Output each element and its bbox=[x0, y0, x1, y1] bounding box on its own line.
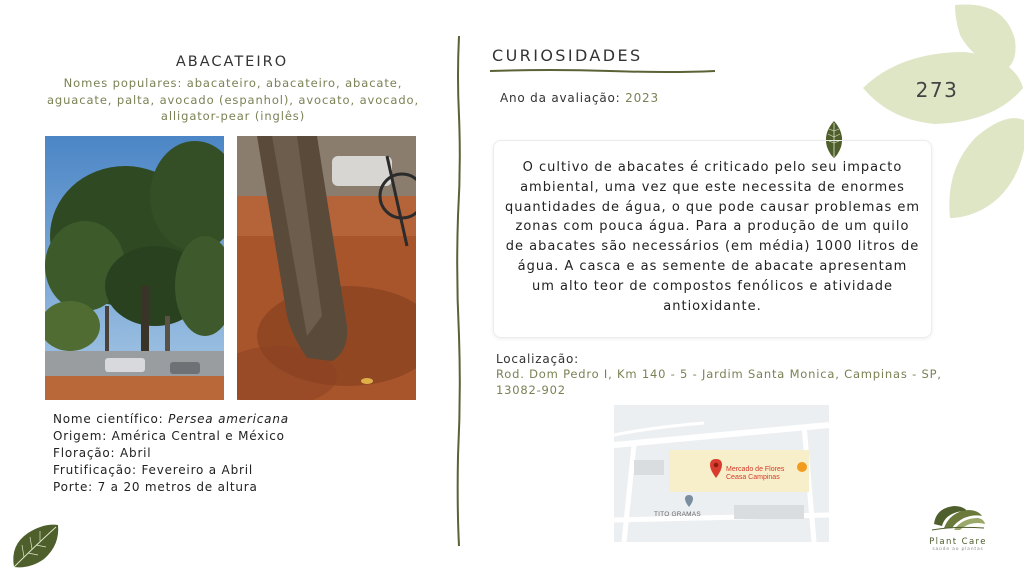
popular-names: Nomes populares: abacateiro, abacateiro, abacate, aguacate, palta, avocado (espanhol), avocato, avocado, alligator-pear (inglês) bbox=[46, 76, 420, 123]
scientific-name: Persea americana bbox=[168, 412, 289, 426]
map-pin-line1: Mercado de Flores bbox=[726, 466, 785, 473]
leaf-icon bbox=[8, 521, 62, 571]
evaluation-year bbox=[500, 91, 659, 105]
title-underline bbox=[490, 67, 720, 75]
curiosity-text-box: O cultivo de abacates é criticado pelo seu impacto ambiental, uma vez que este necessita de enormes quantidades de água, o que pode causar problemas em zonas com pouca água. Para a produção de um quilo de abacates são necessários (em média) 1000 litros de água. A casca e as semente de abacate apresentam um alto teor de compostos fenólicos e atividade antioxidante. bbox=[493, 140, 932, 338]
trunk-photo bbox=[237, 136, 416, 400]
location-map[interactable] bbox=[614, 405, 829, 542]
curiosities-title: CURIOSIDADES bbox=[492, 46, 643, 65]
plant-care-logo-icon bbox=[930, 500, 986, 532]
origin-row: Origem: América Central e México bbox=[53, 429, 285, 443]
scientific-name-row bbox=[53, 411, 289, 428]
logo-name: Plant Care bbox=[929, 537, 987, 547]
logo-tagline: saúde ao plantas bbox=[932, 547, 984, 552]
column-divider bbox=[452, 36, 466, 546]
page-number: 273 bbox=[915, 78, 959, 102]
plant-title: ABACATEIRO bbox=[175, 54, 289, 70]
poi-pin-icon bbox=[797, 462, 807, 472]
map-place-label: TITO GRAMAS bbox=[654, 511, 701, 518]
size-row: Porte: 7 a 20 metros de altura bbox=[53, 480, 258, 494]
year-label: Ano da avaliação: bbox=[500, 91, 626, 105]
location-address: Rod. Dom Pedro I, Km 140 - 5 - Jardim Santa Monica, Campinas - SP, 13082-902 bbox=[496, 367, 942, 397]
brand-logo bbox=[918, 500, 998, 552]
scientific-label: Nome científico: bbox=[53, 412, 169, 426]
flowering-row: Floração: Abril bbox=[53, 446, 152, 460]
location-label: Localização: bbox=[496, 352, 580, 366]
decorative-leaves bbox=[855, 0, 1024, 230]
fruiting-row: Frutificação: Fevereiro a Abril bbox=[53, 463, 253, 477]
tree-photo bbox=[45, 136, 224, 400]
map-pin-line2: Ceasa Campinas bbox=[726, 474, 780, 481]
year-value: 2023 bbox=[625, 91, 659, 105]
plant-facts bbox=[53, 411, 289, 496]
